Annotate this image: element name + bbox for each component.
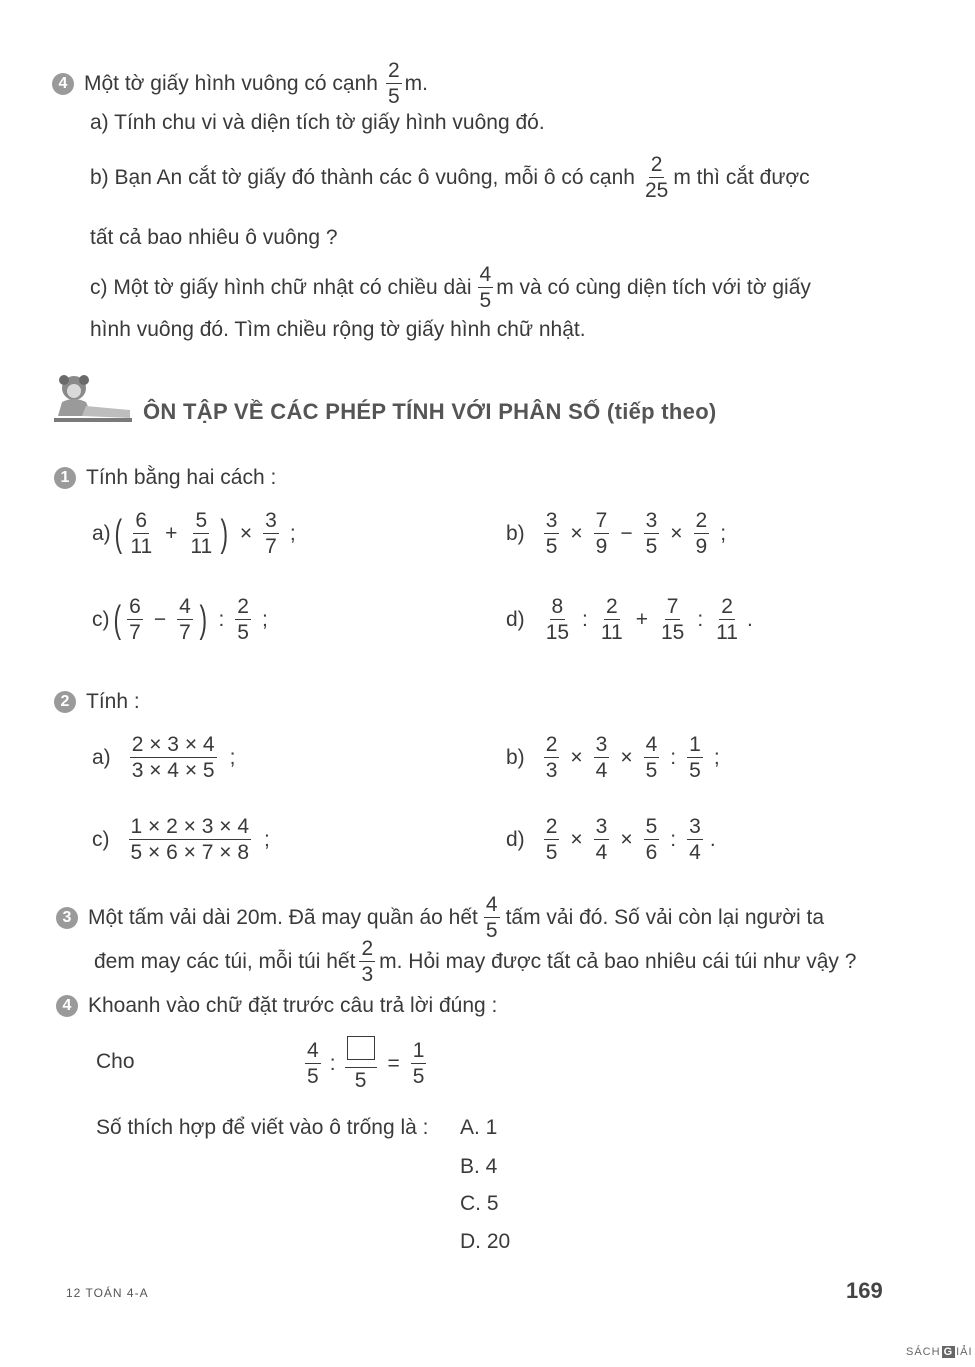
fraction: $\frac{5}{11}$ xyxy=(190,509,213,558)
text: Một tờ giấy hình vuông có cạnh xyxy=(84,71,378,95)
ex4-top-part-c xyxy=(90,264,811,311)
ex4-top-part-a: a) Tính chu vi và diện tích tờ giấy hình vuông đó. xyxy=(90,111,545,134)
item-label: a) xyxy=(92,745,111,769)
fraction: $\frac{3}{4}$ xyxy=(595,815,608,864)
exercise-badge: 1 xyxy=(54,467,76,489)
item-label: d) xyxy=(506,607,525,631)
page-number: 169 xyxy=(846,1278,883,1303)
exercise-badge: 4 xyxy=(52,73,74,95)
fraction: $\frac{3}{4}$ xyxy=(689,815,701,864)
fraction: $\frac{2}{5}$ xyxy=(545,815,558,864)
ex4-cho-label: Cho xyxy=(96,1050,135,1073)
option-d: D. 20 xyxy=(460,1230,511,1253)
ex2-title xyxy=(54,690,140,714)
text: m thì cắt được xyxy=(673,165,810,189)
ex4-prompt: Số thích hợp để viết vào ô trống là : xyxy=(96,1116,429,1139)
text: m. xyxy=(404,71,428,95)
blank-box xyxy=(347,1036,375,1060)
fraction: $\frac{2}{11}$ xyxy=(600,595,623,644)
text: đem may các túi, mỗi túi hết xyxy=(94,949,356,973)
ex1-c: c) ( $\frac{6}{7}$ − $\frac{4}{7}$ ) : $\frac{2}{5}$ ; xyxy=(92,595,268,644)
ex3-line1 xyxy=(56,894,824,941)
ex1-d: d) $\frac{8}{15}$ : $\frac{2}{11}$ + $\frac{7}{15}$ : $\frac{2}{11}$ . xyxy=(506,595,753,644)
text: Tính bằng hai cách : xyxy=(86,466,277,489)
fraction: $\frac{2}{3}$ xyxy=(545,733,558,782)
item-label: d) xyxy=(506,827,525,851)
fraction: $\frac{8}{15}$ xyxy=(545,595,570,644)
ex1-a: a) ( $\frac{6}{11}$ + $\frac{5}{11}$ ) × $\frac{3}{7}$ ; xyxy=(92,509,296,558)
fraction: $\frac{3}{5}$ xyxy=(545,509,558,558)
ex2-d: d) $\frac{2}{5}$ × $\frac{3}{4}$ × $\frac{5}{6}$ : $\frac{3}{4}$ . xyxy=(506,815,716,864)
fraction: $\frac{7}{15}$ xyxy=(660,595,685,644)
fraction: $\frac{1}{5}$ xyxy=(412,1039,425,1088)
text: m và có cùng diện tích với tờ giấy xyxy=(496,275,811,299)
item-label: b) xyxy=(506,745,525,769)
fraction: $\frac{2}{9}$ xyxy=(695,509,708,558)
ex4-equation: $\frac{4}{5}$ : 5 = $\frac{1}{5}$ xyxy=(302,1036,429,1091)
fraction: $\frac{1 \times 2 \times 3 \times 4}{5 \times 6 \times 7 \times 8}$ xyxy=(130,815,250,864)
fraction: $\frac{5}{6}$ xyxy=(645,815,658,864)
reading-child-icon xyxy=(52,372,134,428)
fraction: $\frac{2}{25}$ xyxy=(644,153,669,202)
exercise-badge: 2 xyxy=(54,691,76,713)
ex1-title xyxy=(54,466,276,490)
ex1-b: b) $\frac{3}{5}$ × $\frac{7}{9}$ − $\frac{3}{5}$ × $\frac{2}{9}$ ; xyxy=(506,509,727,558)
ex4-top-part-b xyxy=(90,154,810,201)
ex2-a: a) $\frac{2 \times 3 \times 4}{3 \times 4 \times 5}$ ; xyxy=(92,733,236,782)
ex4-title xyxy=(56,994,497,1018)
fraction: $\frac{2}{5}$ xyxy=(387,59,400,108)
ex4-top-part-c-cont: hình vuông đó. Tìm chiều rộng tờ giấy hình chữ nhật. xyxy=(90,318,586,341)
fraction: $\frac{4}{5}$ xyxy=(479,263,492,312)
text: Một tấm vải dài 20m. Đã may quần áo hết xyxy=(88,905,478,929)
text: m. Hỏi may được tất cả bao nhiêu cái túi như vậy ? xyxy=(379,949,857,973)
item-label: b) xyxy=(506,521,525,545)
fraction: $\frac{3}{4}$ xyxy=(595,733,608,782)
fraction: $\frac{6}{11}$ xyxy=(130,509,153,558)
item-label: c) xyxy=(92,607,110,631)
fraction: $\frac{4}{5}$ xyxy=(485,893,498,942)
fraction: $\frac{4}{7}$ xyxy=(179,595,191,644)
item-label: a) xyxy=(92,521,111,545)
ex3-line2 xyxy=(94,938,856,985)
exercise-badge: 3 xyxy=(56,907,78,929)
fraction: $\frac{2}{5}$ xyxy=(237,595,249,644)
fraction: $\frac{4}{5}$ xyxy=(307,1039,319,1088)
fraction: $\frac{2}{3}$ xyxy=(361,937,374,986)
publisher-logo: SÁCH G IẢI xyxy=(906,1346,973,1358)
text: Tính : xyxy=(86,690,140,713)
option-b: B. 4 xyxy=(460,1155,498,1178)
ex4-top-part-b-cont: tất cả bao nhiêu ô vuông ? xyxy=(90,226,338,249)
text: Khoanh vào chữ đặt trước câu trả lời đúng : xyxy=(88,994,498,1017)
footer-code: 12 TOÁN 4-A xyxy=(66,1286,149,1300)
ex2-c: c) $\frac{1 \times 2 \times 3 \times 4}{5 \times 6 \times 7 \times 8}$ ; xyxy=(92,815,270,864)
ex2-b: b) $\frac{2}{3}$ × $\frac{3}{4}$ × $\frac{4}{5}$ : $\frac{1}{5}$ ; xyxy=(506,733,720,782)
text: b) Bạn An cắt tờ giấy đó thành các ô vuông, mỗi ô có cạnh xyxy=(90,165,635,189)
fraction: $\frac{2 \times 3 \times 4}{3 \times 4 \times 5}$ xyxy=(131,733,215,782)
fraction-with-blank: 5 xyxy=(345,1036,377,1091)
option-a: A. 1 xyxy=(460,1116,498,1139)
fraction: $\frac{3}{7}$ xyxy=(265,509,277,558)
section-title: ÔN TẬP VỀ CÁC PHÉP TÍNH VỚI PHÂN SỐ (tiếp theo) xyxy=(143,399,717,424)
fraction: $\frac{6}{7}$ xyxy=(129,595,141,644)
fraction: $\frac{4}{5}$ xyxy=(645,733,658,782)
ex4-top-intro xyxy=(52,60,428,107)
text: tấm vải đó. Số vải còn lại người ta xyxy=(505,905,825,929)
item-label: c) xyxy=(92,827,110,851)
fraction: $\frac{3}{5}$ xyxy=(645,509,658,558)
exercise-badge: 4 xyxy=(56,995,78,1017)
fraction: $\frac{7}{9}$ xyxy=(595,509,608,558)
fraction: $\frac{2}{11}$ xyxy=(716,595,738,644)
option-c: C. 5 xyxy=(460,1192,499,1215)
text: c) Một tờ giấy hình chữ nhật có chiều dài xyxy=(90,275,472,299)
fraction: $\frac{1}{5}$ xyxy=(689,733,701,782)
